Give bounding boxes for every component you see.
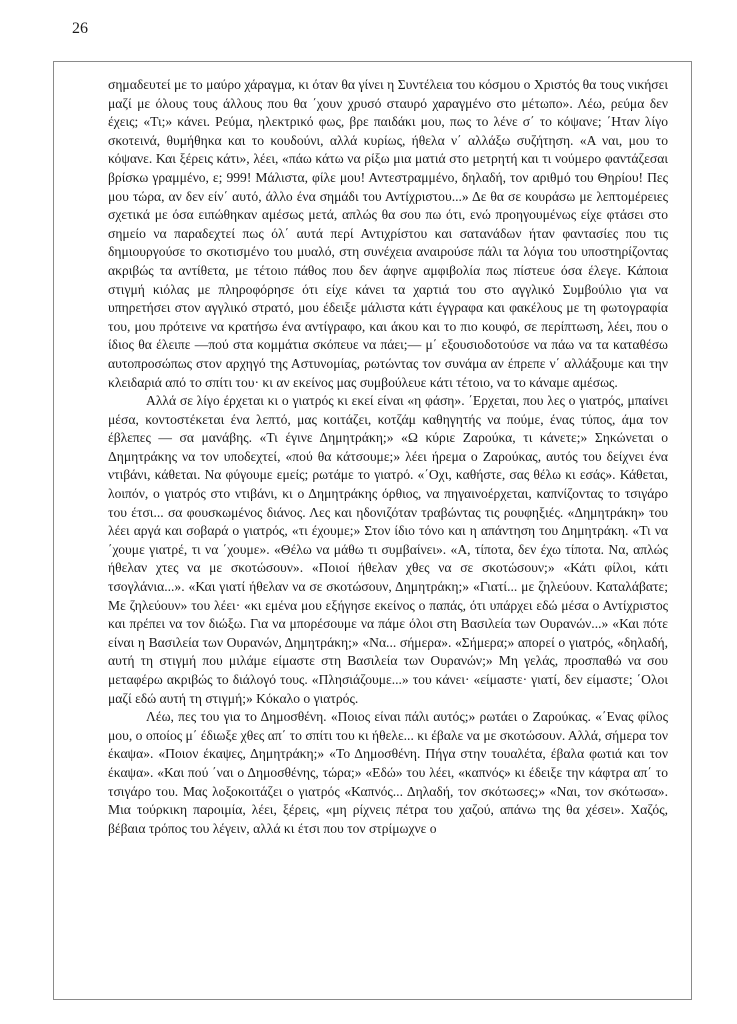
page-number: 26 — [72, 20, 88, 37]
paragraph: Αλλά σε λίγο έρχεται κι ο γιατρός κι εκεί είναι «η φάση». ΄Ερχεται, που λες ο γιατρός, μπαίνει μέσα, κοντοστέκεται ένα λεπτό, μας κοιτάζει, κοτζάμ καθηγητής να πούμε, ένας τύπος, άμα τον έβλεπες — σα μανάβης. «Τι έγινε Δημητράκη;» «Ω κύριε Ζαρούκα, τι κάνετε;» Σηκώνεται ο Δημητράκης να τον υποδεχτεί, «πού θα κάτσουμε;» λέει ήρεμα ο Ζαρούκας, αυτός του δείχνει ένα ντιβάνι, κάθεται. Να φύγουμε εμείς; ρωτάμε το γιατρό. «΄Οχι, καθήστε, σας θέλω κι εσάς». Κάθεται, λοιπόν, ο γιατρός στο ντιβάνι, κι ο Δημητράκης όρθιος, να πηγαινοέρχεται, καπνίζοντας το τσιγάρο του έτσι... σα φουσκωμένος διάνος. Λες και ηδονιζόταν τραβώντας τις ρουφηξιές. «Δημητράκη» του λέει αργά και σοβαρά ο γιατρός, «τι έχουμε;» Στον ίδιο τόνο και η απάντηση του Δημητράκη. «Τι να ΄χουμε γιατρέ, τι να ΄χουμε». «Θέλω να μάθω τι συμβαίνει». «Α, τίποτα, δεν έχω τίποτα. Να, απλώς ήθελαν χτες να με σκοτώσουν». «Ποιοί ήθελαν χθες να σε σκοτώσουν;» «Κάτι φίλοι, κάτι τσογλάνια...». «Και γιατί ήθελαν να σε σκοτώσουν, Δημητράκη;» «Γιατί... με ζηλεύουν. Καταλάβατε; Με ζηλεύουν» του λέει· «κι εμένα μου εξήγησε εκείνος ο παπάς, ότι υπάρχει εδώ μέσα ο Αντίχριστος και πρέπει να τον διώξω. Για να μπορέσουμε να πάμε όλοι στη Βασιλεία των Ουρανών...» «Και πότε είναι η Βασιλεία των Ουρανών, Δημητράκη;» «Να... σήμερα». «Σήμερα;» απορεί ο γιατρός, «δηλαδή, αυτή τη στιγμή που μιλάμε είμαστε στη Βασιλεία των Ουρανών;» Μη γελάς, προσπαθώ να σου μεταφέρω ακριβώς το διάλογό τους. «Πλησιάζουμε...» του κάνει· «είμαστε· γιατί, δεν είμαστε; ΄Ολοι μαζί εδώ αυτή τη στιγμή;» Κόκαλο ο γιατρός. — [108, 393, 668, 706]
paragraph: Λέω, πες του για το Δημοσθένη. «Ποιος είναι πάλι αυτός;» ρωτάει ο Ζαρούκας. «΄Ενας φίλος μου, ο οποίος μ΄ έδιωξε χθες απ΄ το σπίτι του κι ήθελε... κι έβαλε να με σκοτώσουν. Αλλά, σήμερα τον έκαψα». «Ποιον έκαψες, Δημητράκη;» «Το Δημοσθένη. Πήγα στην τουαλέτα, έβαλα φωτιά και τον έκαψα». «Και πού ΄ναι ο Δημοσθένης, τώρα;» «Εδώ» του λέει, «καπνός» κι έδειξε την κάφτρα απ΄ το τσιγάρο του. Μας λοξοκοιτάζει ο γιατρός «Καπνός... Δηλαδή, τον σκότωσες;» «Ναι, τον σκότωσα». Μια τούρκικη παροιμία, λέει, ξέρεις, «μη ρίχνεις πέτρα του χαζού, απάνω της θα χέσει». Χαζός, βέβαια τρόπος του λέγειν, αλλά κι έτσι που τον στρίμωχνε ο — [108, 709, 668, 836]
paragraph: σημαδευτεί με το μαύρο χάραγμα, κι όταν θα γίνει η Συντέλεια του κόσμου ο Χριστός θα τους νικήσει μαζί με όλους τους άλλους που θα ΄χουν χρυσό σταυρό χαραγμένο στο μέτωπο». Λέω, ρεύμα δεν έχεις; «Τι;» κάνει. Ρεύμα, ηλεκτρικό φως, βρε παιδάκι μου, πως το λένε σ΄ το κόψανε; ΄Ηταν λίγο σκοτεινά, θυμήθηκα και το κουδούνι, αλλά κυρίως, ήθελα ν΄ αλλάξω συζήτηση. «Α ναι, μου το κόψανε. Και ξέρεις κάτι», λέει, «πάω κάτω να ρίξω μια ματιά στο μετρητή και τι νούμερο φαντάζεσαι βρίσκω γραμμένο, ε; 999! Μάλιστα, φίλε μου! Αντεστραμμένο, δηλαδή, τον αριθμό του Θηρίου! Πες μου τώρα, αν δεν είν΄ αυτό, άλλο ένα σημάδι του Αντίχριστου...» Δε θα σε κουράσω με λεπτομέρειες σχετικά με όσα ειπώθηκαν αμέσως μετά, απλώς θα σου πω ότι, ενώ προηγουμένως είχε φτάσει στο σημείο να παραδεχτεί πως όλ΄ αυτά περί Αντιχρίστου και σατανάδων ήταν φαντασίες που τις δημιουργούσε το σκοτισμένο του μυαλό, στη συνέχεια αναιρούσε πάλι τα λόγια του υποστηρίζοντας ακριβώς τα αντίθετα, με τέτοιο πάθος που δεν άφηνε αμφιβολία πως πίστευε όσα έλεγε. Κάποια στιγμή κιόλας με πληροφόρησε ότι είχε κάνει τα χαρτιά του στο αγγλικό Συμβούλιο για να υπηρετήσει στον αγγλικό στρατό, μου έδειξε μάλιστα κάτι έγγραφα και φακέλους με τη φωτογραφία του, μου πρότεινε να κρατήσω ένα αντίγραφο, και άκου και το πιο κουφό, σε περίπτωση, λέει, που ο ίδιος θα έλειπε —πού στα κομμάτια σκόπευε να πάει;— μ΄ εξουσιοδοτούσε να πάω να τα καταθέσω αυτοπροσώπως στον αρχηγό της Αστυνομίας, ρωτώντας τον συνάμα αν έπρεπε ν΄ αλλάξουμε και την κλειδαριά από το σπίτι του· κι αν εκείνος μας συμβούλευε κάτι τέτοιο, να το κάναμε αμέσως. — [108, 77, 668, 390]
body-text — [108, 76, 668, 838]
